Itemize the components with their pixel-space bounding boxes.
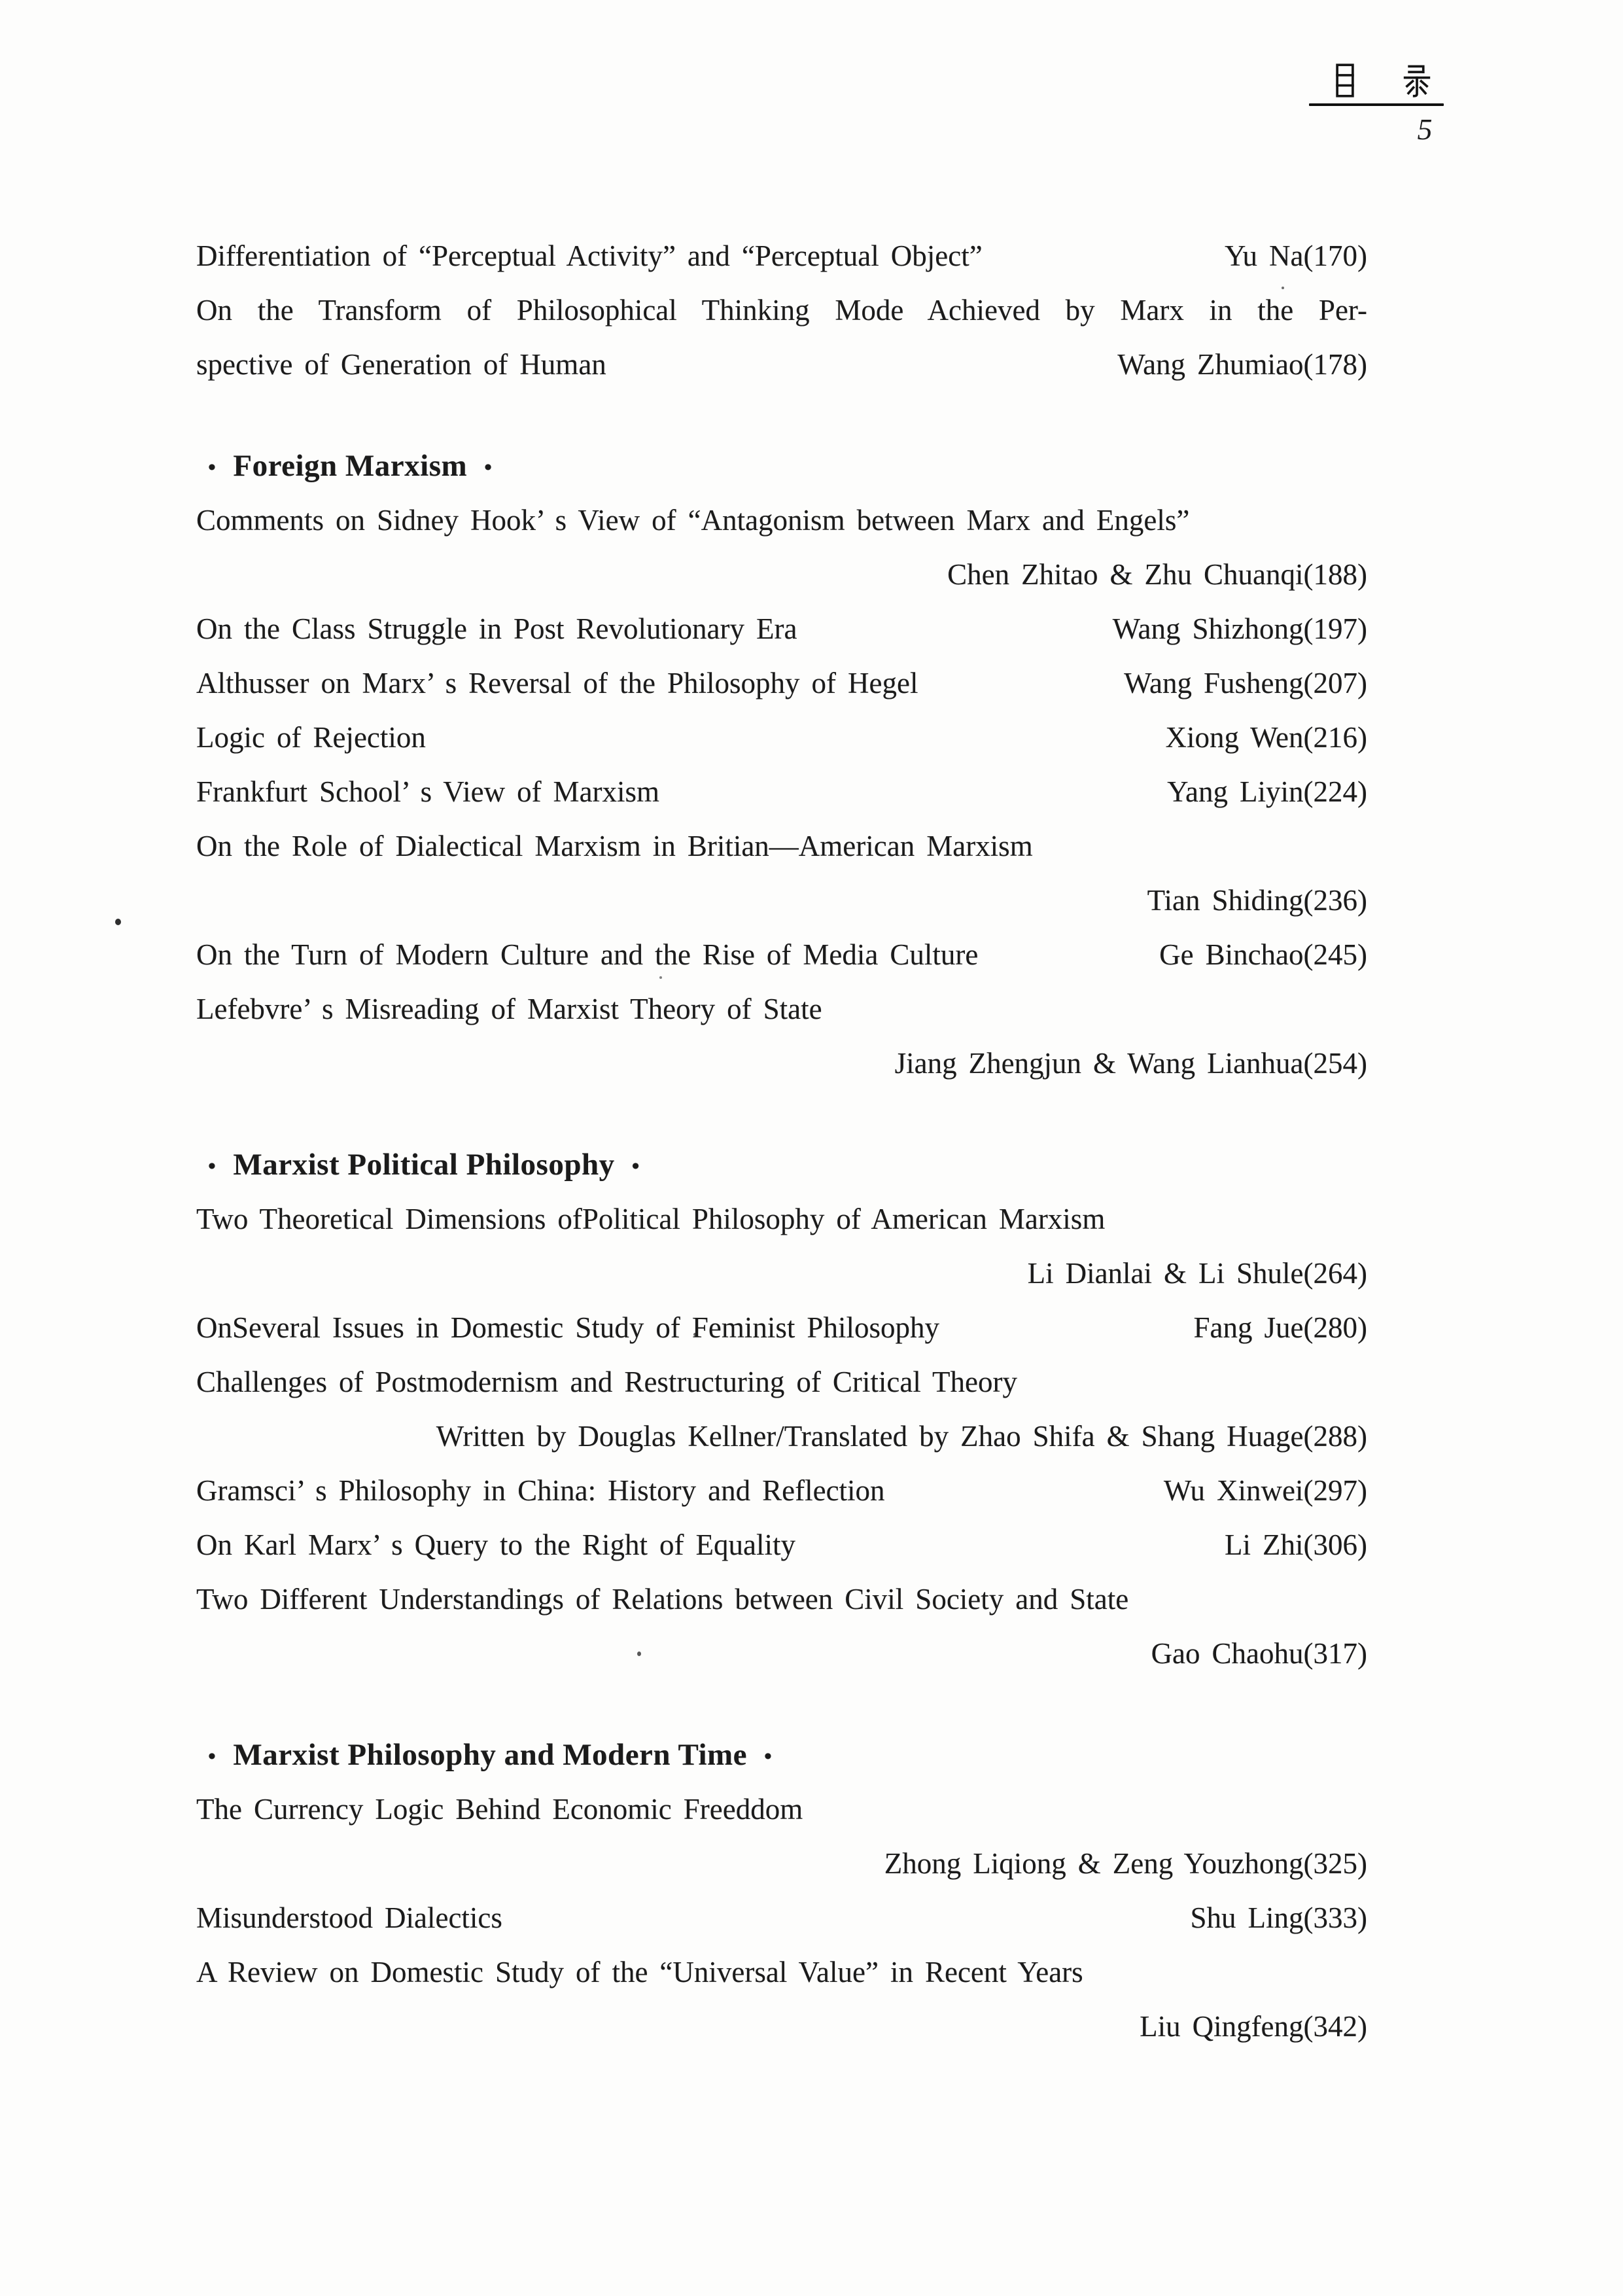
entry-pageref: Zhong Liqiong & Zeng Youzhong(325) <box>884 1847 1367 1880</box>
entry-pageref: Fang Jue(280) <box>1193 1311 1367 1344</box>
toc-entry-line <box>196 982 1367 1036</box>
section-heading-marxist-philosophy-and-modern-time <box>196 1728 1367 1782</box>
section-title: Marxist Political Philosophy <box>233 1148 615 1182</box>
bullet-icon: • <box>484 455 493 480</box>
toc-entry-line <box>196 1837 1367 1891</box>
toc-entry-line <box>196 928 1367 982</box>
entry-pageref: Tian Shiding(236) <box>1147 884 1367 917</box>
entry-title: Two Different Understandings of Relations between Civil Society and State <box>196 1583 1129 1616</box>
bullet-icon: • <box>208 455 217 480</box>
toc-entry-line <box>196 338 1367 392</box>
toc-entry-line <box>196 656 1367 711</box>
entry-pageref: Xiong Wen(216) <box>1165 721 1367 754</box>
entry-title: A Review on Domestic Study of the “Universal Value” in Recent Years <box>196 1956 1083 1988</box>
entry-pageref: Wang Zhumiao(178) <box>1117 348 1367 381</box>
toc-entry-line <box>196 2000 1367 2054</box>
header-rule <box>1309 103 1444 106</box>
toc-entry-line <box>196 548 1367 602</box>
toc-entry-line <box>196 229 1367 283</box>
entry-pageref: Wang Shizhong(197) <box>1112 612 1367 645</box>
entry-title: On the Class Struggle in Post Revolutionary Era <box>196 612 797 645</box>
toc-entry-line <box>196 1627 1367 1681</box>
toc-entry-line <box>196 1572 1367 1627</box>
toc-content <box>196 229 1367 2054</box>
entry-title: OnSeveral Issues in Domestic Study of Feminist Philosophy <box>196 1311 939 1344</box>
toc-entry-line <box>196 602 1367 656</box>
section-title: Marxist Philosophy and Modern Time <box>233 1738 748 1772</box>
bullet-icon: • <box>208 1154 217 1178</box>
toc-entry-line <box>196 1036 1367 1091</box>
toc-entry-line <box>196 765 1367 819</box>
entry-pageref: Chen Zhitao & Zhu Chuanqi(188) <box>947 558 1367 591</box>
entry-title: Frankfurt School’ s View of Marxism <box>196 775 660 808</box>
toc-entry-line <box>196 1355 1367 1409</box>
entry-pageref: Gao Chaohu(317) <box>1151 1637 1367 1670</box>
entry-pageref: Li Dianlai & Li Shule(264) <box>1027 1257 1367 1290</box>
entry-pageref: Jiang Zhengjun & Wang Lianhua(254) <box>894 1047 1367 1080</box>
entry-pageref: Li Zhi(306) <box>1225 1528 1367 1561</box>
section-heading-marxist-political-philosophy <box>196 1138 1367 1192</box>
entry-title: On Karl Marx’ s Query to the Right of Equality <box>196 1528 795 1561</box>
entry-title: Gramsci’ s Philosophy in China: History and Reflection <box>196 1474 885 1507</box>
entry-pageref: Shu Ling(333) <box>1190 1901 1367 1934</box>
toc-entry-line <box>196 1891 1367 1945</box>
scan-speck <box>115 919 121 925</box>
toc-entry-line <box>196 711 1367 765</box>
entry-title: On the Role of Dialectical Marxism in Britian—American Marxism <box>196 830 1033 862</box>
toc-entry-line <box>196 1301 1367 1355</box>
entry-title: On the Turn of Modern Culture and the Rise of Media Culture <box>196 938 979 971</box>
entry-pageref: Yang Liyin(224) <box>1167 775 1367 808</box>
bullet-icon: • <box>208 1744 217 1769</box>
section-title: Foreign Marxism <box>233 449 468 483</box>
toc-entry-line <box>196 1246 1367 1301</box>
entry-pageref: Yu Na(170) <box>1225 239 1367 272</box>
cn-char-lu-icon <box>1401 63 1433 98</box>
page-number: 5 <box>1417 113 1433 146</box>
entry-title: Differentiation of “Perceptual Activity” and “Perceptual Object” <box>196 239 983 272</box>
toc-entry-line <box>196 874 1367 928</box>
entry-title: Comments on Sidney Hook’ s View of “Antagonism between Marx and Engels” <box>196 504 1190 537</box>
entry-title: On the Transform of Philosophical Thinking Mode Achieved by Marx in the Per- <box>196 294 1367 327</box>
entry-title: The Currency Logic Behind Economic Freeddom <box>196 1793 803 1826</box>
entry-title: Two Theoretical Dimensions ofPolitical Philosophy of American Marxism <box>196 1203 1106 1235</box>
cn-char-mu-icon <box>1331 63 1359 98</box>
section-heading-foreign-marxism <box>196 439 1367 493</box>
toc-entry-line <box>196 1409 1367 1464</box>
entry-title: Logic of Rejection <box>196 721 426 754</box>
entry-title: Challenges of Postmodernism and Restructuring of Critical Theory <box>196 1366 1017 1398</box>
entry-pageref: Liu Qingfeng(342) <box>1140 2010 1367 2043</box>
toc-entry-line <box>196 819 1367 874</box>
entry-pageref: Written by Douglas Kellner/Translated by Zhao Shifa & Shang Huage(288) <box>436 1420 1367 1453</box>
entry-title: Misunderstood Dialectics <box>196 1901 502 1934</box>
entry-pageref: Wang Fusheng(207) <box>1124 667 1367 699</box>
entry-title: spective of Generation of Human <box>196 348 606 381</box>
toc-entry-line <box>196 283 1367 338</box>
entry-title: Althusser on Marx’ s Reversal of the Philosophy of Hegel <box>196 667 918 699</box>
entry-pageref: Ge Binchao(245) <box>1159 938 1367 971</box>
toc-title-chinese <box>1328 63 1446 99</box>
entry-title: Lefebvre’ s Misreading of Marxist Theory of State <box>196 993 822 1025</box>
toc-entry-line <box>196 1518 1367 1572</box>
toc-entry-line <box>196 1192 1367 1246</box>
toc-entry-line <box>196 1945 1367 2000</box>
bullet-icon: • <box>764 1744 773 1769</box>
toc-entry-line <box>196 493 1367 548</box>
toc-entry-line <box>196 1464 1367 1518</box>
entry-pageref: Wu Xinwei(297) <box>1163 1474 1367 1507</box>
toc-entry-line <box>196 1782 1367 1837</box>
bullet-icon: • <box>631 1154 640 1178</box>
